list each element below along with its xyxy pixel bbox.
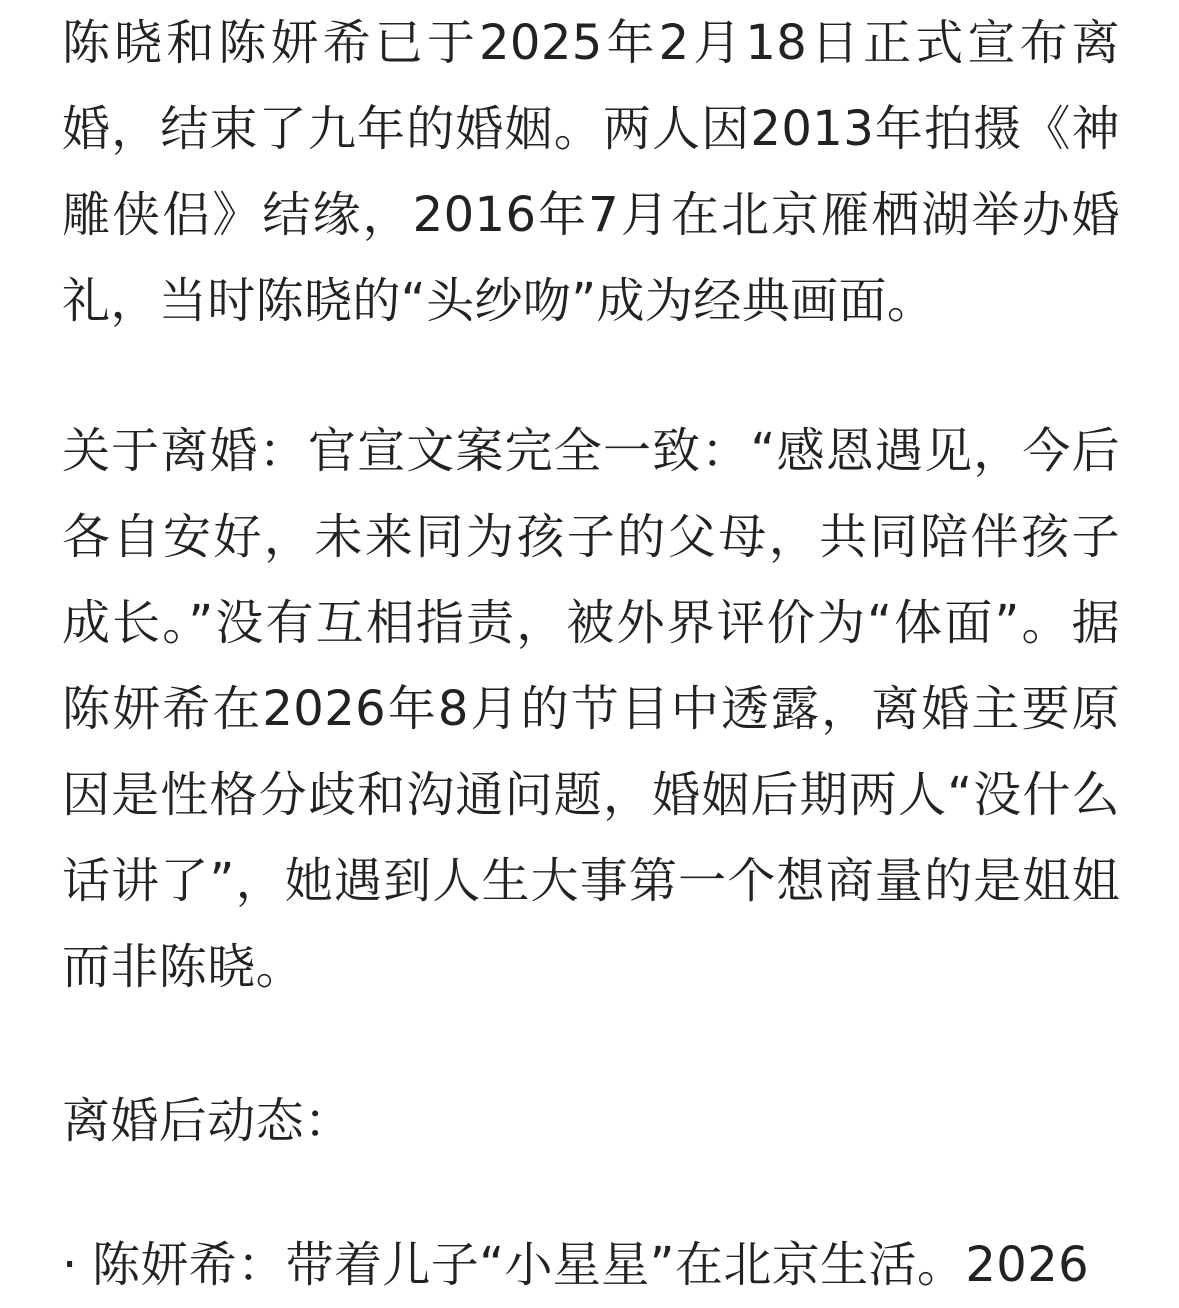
article-paragraph-divorce: 关于离婚：官宣文案完全一致：“感恩遇见，今后各自安好，未来同为孩子的父母，共同陪伴孩子成长。”没有互相指责，被外界评价为“体面”。据陈妍希在2026年8月的节目中透露，离婚主要原因是性格分歧和沟通问题，婚姻后期两人“没什么话讲了”，她遇到人生大事第一个想商量的是姐姐而非陈晓。 [62, 423, 1120, 995]
article-bullet-item [62, 1222, 1089, 1308]
article-paragraph-heading-after: 离婚后动态： [62, 1093, 353, 1149]
bullet-item-text: 陈妍希：带着儿子“小星星”在北京生活。2026 [92, 1237, 1090, 1293]
bullet-mark: · [62, 1237, 78, 1293]
article-paragraph-intro: 陈晓和陈妍希已于2025年2月18日正式宣布离婚，结束了九年的婚姻。两人因2013年拍摄《神雕侠侣》结缘，2016年7月在北京雁栖湖举办婚礼，当时陈晓的“头纱吻”成为经典画面。 [62, 15, 1120, 329]
